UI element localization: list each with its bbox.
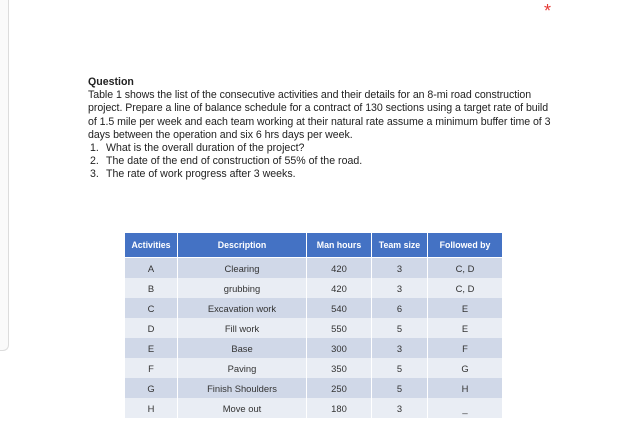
cell-man-hours: 540 xyxy=(307,298,372,318)
cell-man-hours: 250 xyxy=(307,378,372,398)
cell-man-hours: 550 xyxy=(307,318,372,338)
cell-team-size: 3 xyxy=(372,278,428,298)
cell-followed-by: E xyxy=(428,318,503,338)
cell-man-hours: 420 xyxy=(307,278,372,298)
adjacent-card-edge xyxy=(0,0,9,351)
task-text: What is the overall duration of the project? xyxy=(106,142,305,155)
cell-activity: D xyxy=(125,318,178,338)
cell-followed-by: C, D xyxy=(428,258,503,279)
cell-followed-by: E xyxy=(428,298,503,318)
table-row xyxy=(125,358,503,378)
table-row xyxy=(125,258,503,279)
cell-activity: G xyxy=(125,378,178,398)
cell-activity: H xyxy=(125,398,178,418)
cell-activity: B xyxy=(125,278,178,298)
cell-followed-by: F xyxy=(428,338,503,358)
table-header-row xyxy=(125,233,503,258)
cell-man-hours: 420 xyxy=(307,258,372,279)
cell-description: grubbing xyxy=(178,278,307,298)
question-body: Table 1 shows the list of the consecutive activities and their details for an 8-mi road construction project. Prepare a line of balance schedule for a contract of 130 sections using a target rate of build of 1.5 mile per week and each team working at their natural rate assume a minimum buffer time of 3 days between the operation and six 6 hrs days per week. xyxy=(88,89,551,141)
activities-table xyxy=(124,232,503,418)
cell-followed-by: _ xyxy=(428,398,503,418)
table-row xyxy=(125,338,503,358)
table-row xyxy=(125,378,503,398)
table-row xyxy=(125,318,503,338)
question-block xyxy=(88,76,558,182)
header-team-size: Team size xyxy=(372,233,428,258)
header-activities: Activities xyxy=(125,233,178,258)
task-text: The date of the end of construction of 55% of the road. xyxy=(106,155,363,168)
table-row xyxy=(125,298,503,318)
cell-team-size: 5 xyxy=(372,318,428,338)
task-item xyxy=(90,155,558,168)
cell-activity: C xyxy=(125,298,178,318)
cell-team-size: 3 xyxy=(372,258,428,279)
header-man-hours: Man hours xyxy=(307,233,372,258)
cell-description: Move out xyxy=(178,398,307,418)
cell-description: Fill work xyxy=(178,318,307,338)
task-number: 2. xyxy=(90,155,99,168)
cell-followed-by: H xyxy=(428,378,503,398)
cell-man-hours: 300 xyxy=(307,338,372,358)
cell-team-size: 3 xyxy=(372,338,428,358)
cell-activity: E xyxy=(125,338,178,358)
cell-description: Clearing xyxy=(178,258,307,279)
cell-activity: F xyxy=(125,358,178,378)
cell-description: Excavation work xyxy=(178,298,307,318)
cell-description: Base xyxy=(178,338,307,358)
header-description: Description xyxy=(178,233,307,258)
cell-followed-by: C, D xyxy=(428,278,503,298)
header-followed-by: Followed by xyxy=(428,233,503,258)
task-item xyxy=(90,142,558,155)
cell-team-size: 5 xyxy=(372,358,428,378)
cell-man-hours: 350 xyxy=(307,358,372,378)
cell-man-hours: 180 xyxy=(307,398,372,418)
task-item xyxy=(90,168,558,181)
cell-team-size: 3 xyxy=(372,398,428,418)
task-number: 3. xyxy=(90,168,99,181)
cell-team-size: 5 xyxy=(372,378,428,398)
cell-description: Paving xyxy=(178,358,307,378)
table-row xyxy=(125,398,503,418)
cell-description: Finish Shoulders xyxy=(178,378,307,398)
task-text: The rate of work progress after 3 weeks. xyxy=(106,168,296,181)
table-row xyxy=(125,278,503,298)
cell-followed-by: G xyxy=(428,358,503,378)
required-marker: * xyxy=(544,1,552,21)
task-list xyxy=(88,142,558,182)
cell-team-size: 6 xyxy=(372,298,428,318)
cell-activity: A xyxy=(125,258,178,279)
task-number: 1. xyxy=(90,142,99,155)
question-heading: Question xyxy=(88,76,134,88)
